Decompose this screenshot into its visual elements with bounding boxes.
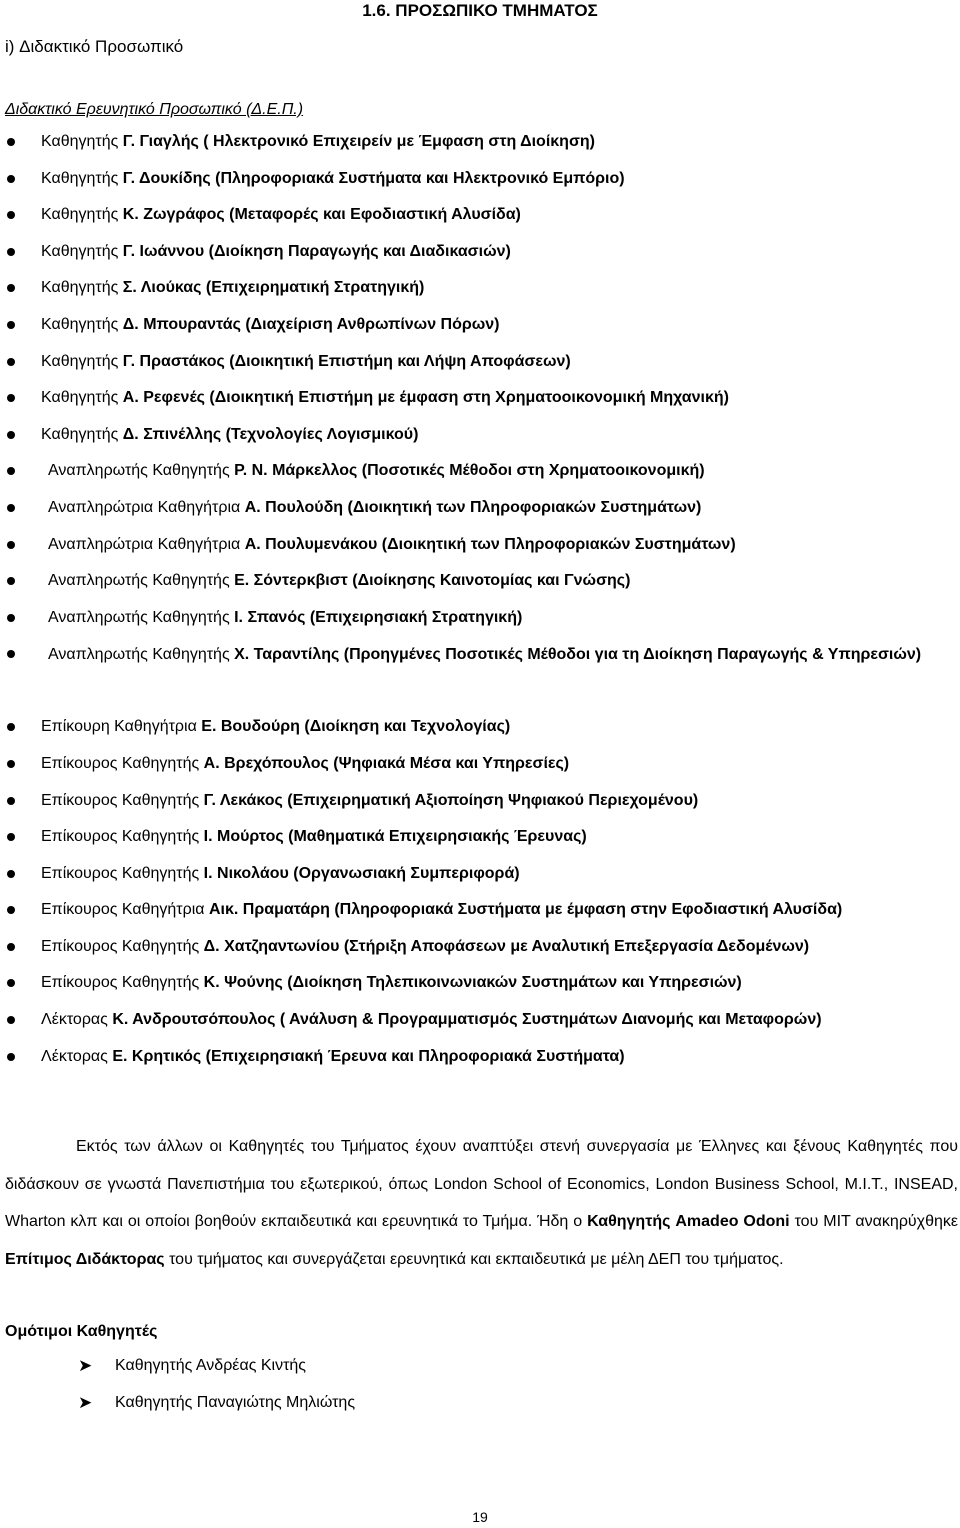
bullet-icon — [7, 797, 15, 805]
bullet-icon — [7, 358, 15, 366]
bullet-icon — [7, 175, 15, 183]
staff-name: Κ. Ψούνης (Διοίκηση Τηλεπικοινωνιακών Συστημάτων και Υπηρεσιών) — [203, 974, 742, 992]
list-item — [0, 863, 960, 900]
staff-name: Γ. Γιαγλής ( Ηλεκτρονικό Επιχειρείν με Έμφαση στη Διοίκηση) — [122, 133, 595, 150]
list-item — [0, 131, 960, 168]
dep-title: Διδακτικό Ερευνητικό Προσωπικό (Δ.Ε.Π.) — [5, 101, 304, 118]
list-item — [0, 826, 960, 863]
bullet-icon — [7, 760, 15, 768]
staff-name: Δ. Μπουραντάς (Διαχείριση Ανθρωπίνων Πόρων) — [122, 315, 500, 333]
list-item — [0, 241, 960, 278]
staff-name: Δ. Σπινέλλης (Τεχνολογίες Λογισμικού) — [122, 425, 419, 443]
list-item — [0, 936, 960, 973]
paragraph-text: του τμήματος και συνεργάζεται ερευνητικά και εκπαιδευτικά με μέλη ΔΕΠ του τμήματος. — [164, 1250, 784, 1268]
staff-name: Ε. Σόντερκβιστ (Διοίκησης Καινοτομίας και Γνώσης) — [234, 572, 631, 590]
arrow-bullet-icon: ➤ — [78, 1356, 93, 1375]
staff-name: Α. Βρεχόπουλος (Ψηφιακά Μέσα και Υπηρεσίες) — [203, 754, 570, 772]
staff-rank: Επίκουρος Καθηγητής — [41, 828, 204, 846]
staff-name: Ι. Νικολάου (Οργανωσιακή Συμπεριφορά) — [203, 864, 520, 882]
arrow-bullet-icon: ➤ — [78, 1393, 93, 1412]
staff-rank: Αναπληρώτρια Καθηγήτρια — [48, 498, 245, 516]
staff-name: Ρ. Ν. Μάρκελλος (Ποσοτικές Μέθοδοι στη Χρηματοοικονομική) — [234, 462, 705, 480]
bullet-icon — [7, 138, 15, 146]
bullet-icon — [7, 906, 15, 914]
list-item — [0, 460, 960, 497]
list-item — [0, 899, 960, 936]
staff-rank: Καθηγητής — [41, 133, 123, 150]
list-item — [0, 643, 960, 716]
list-item — [0, 790, 960, 827]
subsection-title: i) Διδακτικό Προσωπικό — [5, 37, 184, 56]
list-item — [0, 387, 960, 424]
list-item — [0, 314, 960, 351]
staff-name: Γ. Λεκάκος (Επιχειρηματική Αξιοποίηση Ψηφιακού Περιεχομένου) — [203, 791, 699, 809]
list-item — [0, 168, 960, 205]
staff-name: Χ. Ταραντίλης (Προηγμένες Ποσοτικές Μέθοδοι για τη Διοίκηση Παραγωγής & Υπηρεσιών) — [234, 646, 922, 664]
list-item — [0, 753, 960, 790]
bullet-icon — [7, 833, 15, 841]
bullet-icon — [7, 248, 15, 256]
emeritus-name: Καθηγητής Ανδρέας Κιντής — [115, 1357, 306, 1374]
staff-rank: Καθηγητής — [41, 206, 123, 224]
staff-rank: Επίκουρος Καθηγητής — [41, 864, 204, 882]
bullet-icon — [7, 431, 15, 439]
bullet-icon — [7, 577, 15, 585]
paragraph-text: του MIT ανακηρύχθηκε — [789, 1213, 959, 1230]
staff-rank: Καθηγητής — [41, 352, 123, 370]
staff-list — [0, 131, 960, 1082]
list-item — [0, 204, 960, 241]
list-item — [0, 534, 960, 571]
list-item — [0, 716, 960, 753]
staff-name: Ε. Κρητικός (Επιχειρησιακή Έρευνα και Πληροφοριακά Συστήματα) — [112, 1047, 625, 1065]
list-item — [0, 1046, 960, 1083]
staff-rank: Λέκτορας — [41, 1011, 113, 1029]
staff-name: Αικ. Πραματάρη (Πληροφοριακά Συστήματα με έμφαση στην Εφοδιαστική Αλυσίδα) — [208, 901, 843, 919]
staff-rank: Επίκουρος Καθηγητής — [41, 754, 204, 772]
staff-rank: Επίκουρος Καθηγητής — [41, 791, 204, 809]
staff-name: Κ. Ζωγράφος (Μεταφορές και Εφοδιαστική Αλυσίδα) — [122, 206, 521, 224]
staff-rank: Επίκουρος Καθηγητής — [41, 974, 204, 992]
staff-rank: Επίκουρος Καθηγήτρια — [41, 901, 209, 919]
bullet-icon — [7, 979, 15, 987]
bullet-icon — [7, 504, 15, 512]
list-item — [0, 351, 960, 388]
staff-name: Δ. Χατζηαντωνίου (Στήριξη Αποφάσεων με Αναλυτική Επεξεργασία Δεδομένων) — [203, 937, 810, 955]
staff-name: Α. Πουλυμενάκου (Διοικητική των Πληροφοριακών Συστημάτων) — [244, 535, 736, 553]
staff-rank: Επίκουρη Καθηγήτρια — [41, 718, 202, 736]
section-title: 1.6. ΠΡΟΣΩΠΙΚΟ ΤΜΗΜΑΤΟΣ — [362, 1, 598, 20]
staff-rank: Καθηγητής — [41, 169, 123, 187]
staff-name: Ε. Βουδούρη (Διοίκηση και Τεχνολογίας) — [201, 718, 511, 736]
staff-name: Α. Ρεφενές (Διοικητική Επιστήμη με έμφαση στη Χρηματοοικονομική Μηχανική) — [122, 389, 729, 407]
staff-rank: Καθηγητής — [41, 242, 123, 260]
bullet-icon — [7, 723, 15, 731]
staff-name: Ι. Μούρτος (Μαθηματικά Επιχειρησιακής Έρευνας) — [203, 828, 587, 846]
staff-rank: Καθηγητής — [41, 279, 123, 297]
staff-rank: Αναπληρωτής Καθηγητής — [48, 646, 235, 664]
staff-rank: Αναπληρωτής Καθηγητής — [48, 462, 235, 480]
paragraph-bold-text: Επίτιμος Διδάκτορας — [5, 1250, 165, 1268]
bullet-icon — [7, 284, 15, 292]
staff-rank: Καθηγητής — [41, 315, 123, 333]
bullet-icon — [7, 614, 15, 622]
staff-name: Ι. Σπανός (Επιχειρησιακή Στρατηγική) — [234, 608, 523, 626]
staff-name: Γ. Ιωάννου (Διοίκηση Παραγωγής και Διαδικασιών) — [122, 242, 511, 260]
staff-name: Κ. Ανδρουτσόπουλος ( Ανάλυση & Προγραμματισμός Συστημάτων Διανομής και Μεταφορών) — [112, 1011, 822, 1029]
bullet-icon — [7, 321, 15, 329]
staff-rank: Λέκτορας — [41, 1047, 113, 1065]
staff-rank: Αναπληρωτής Καθηγητής — [48, 572, 235, 590]
paragraph-bold-text: Καθηγητής Amadeo Odoni — [587, 1213, 790, 1230]
list-item — [0, 424, 960, 461]
bullet-icon — [7, 650, 15, 658]
staff-rank: Καθηγητής — [41, 425, 123, 443]
staff-name: Γ. Πραστάκος (Διοικητική Επιστήμη και Λήψη Αποφάσεων) — [122, 352, 571, 370]
emeriti-title: Ομότιμοι Καθηγητές — [5, 1323, 158, 1340]
staff-rank: Επίκουρος Καθηγητής — [41, 937, 204, 955]
staff-rank: Αναπληρώτρια Καθηγήτρια — [48, 535, 245, 553]
page-number: 19 — [472, 1509, 488, 1525]
bullet-icon — [7, 1016, 15, 1024]
bullet-icon — [7, 870, 15, 878]
staff-name: Α. Πουλούδη (Διοικητική των Πληροφοριακών Συστημάτων) — [244, 498, 702, 516]
staff-name: Γ. Δουκίδης (Πληροφοριακά Συστήματα και Ηλεκτρονικό Εμπόριο) — [122, 169, 625, 187]
list-item — [0, 1009, 960, 1046]
bullet-icon — [7, 541, 15, 549]
staff-rank: Καθηγητής — [41, 389, 123, 407]
list-item — [0, 972, 960, 1009]
paragraph-text: Εκτός των άλλων οι Καθηγητές του Τμήματος έχουν αναπτύξει στενή συνεργασία με Έλληνες και ξένους Καθηγητές που διδάσκουν σε γνωστά Πανεπιστήμια του εξωτερικού, όπως London School of Economics, London Business School, M.I.T., INSEAD, Wharton κλπ και οι οποίοι βοηθούν εκπαιδευτικά και ερευνητικά το Τμήμα. Ήδη ο — [5, 1138, 958, 1230]
bullet-icon — [7, 1053, 15, 1061]
bullet-icon — [7, 467, 15, 475]
bullet-icon — [7, 394, 15, 402]
list-item — [0, 497, 960, 534]
bullet-icon — [7, 211, 15, 219]
staff-name: Σ. Λιούκας (Επιχειρηματική Στρατηγική) — [122, 279, 425, 297]
bullet-icon — [7, 943, 15, 951]
staff-rank: Αναπληρωτής Καθηγητής — [48, 608, 235, 626]
emeritus-name: Καθηγητής Παναγιώτης Μηλιώτης — [115, 1394, 356, 1411]
list-item — [0, 277, 960, 314]
collaboration-paragraph — [5, 1128, 958, 1278]
list-item — [0, 570, 960, 607]
